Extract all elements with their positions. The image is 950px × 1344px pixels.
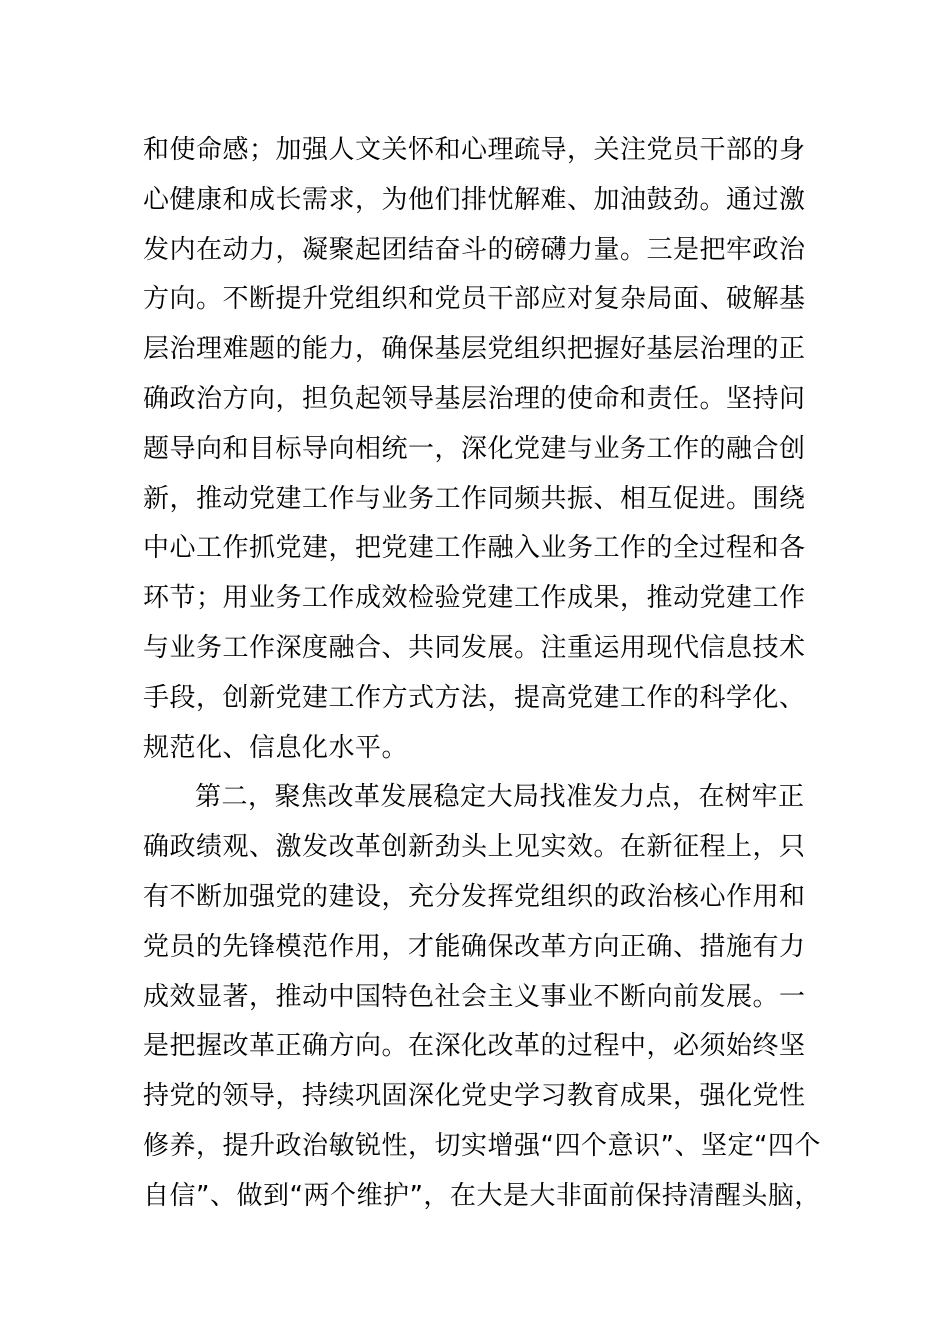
text-line: 成效显著，推动中国特色社会主义事业不断向前发展。一 xyxy=(143,981,806,1012)
text-line: 是把握改革正确方向。在深化改革的过程中，必须始终坚 xyxy=(143,1031,806,1062)
text-line: 和使命感；加强人文关怀和心理疏导，关注党员干部的身 xyxy=(143,135,806,165)
text-line: 规范化、信息化水平。 xyxy=(143,732,409,763)
text-line: 党员的先锋模范作用，才能确保改革方向正确、措施有力 xyxy=(143,931,806,962)
text-line: 心健康和成长需求，为他们排忧解难、加油鼓劲。通过激 xyxy=(143,184,806,215)
text-line: 发内在动力，凝聚起团结奋斗的磅礴力量。三是把牢政治 xyxy=(143,234,806,265)
text-line: 确政治方向，担负起领导基层治理的使命和责任。坚持问 xyxy=(143,383,806,414)
text-line: 新，推动党建工作与业务工作同频共振、相互促进。围绕 xyxy=(143,483,806,514)
body-text xyxy=(143,126,821,1222)
text-line: 有不断加强党的建设，充分发挥党组织的政治核心作用和 xyxy=(143,881,806,912)
text-line: 确政绩观、激发改革创新劲头上见实效。在新征程上，只 xyxy=(143,832,806,863)
text-line: 手段，创新党建工作方式方法，提高党建工作的科学化、 xyxy=(143,682,806,713)
paragraph-start-line: 第二，聚焦改革发展稳定大局找准发力点，在树牢正 xyxy=(195,782,805,813)
text-line: 持党的领导，持续巩固深化党史学习教育成果，强化党性 xyxy=(143,1081,806,1112)
text-line: 与业务工作深度融合、共同发展。注重运用现代信息技术 xyxy=(143,632,806,663)
text-line: 中心工作抓党建，把党建工作融入业务工作的全过程和各 xyxy=(143,533,806,564)
text-line: 层治理难题的能力，确保基层党组织把握好基层治理的正 xyxy=(143,334,806,365)
text-line: 方向。不断提升党组织和党员干部应对复杂局面、破解基 xyxy=(143,284,806,315)
text-line: 题导向和目标导向相统一，深化党建与业务工作的融合创 xyxy=(143,433,806,464)
text-line: 修养，提升政治敏锐性，切实增强“四个意识”、坚定“四个 xyxy=(143,1130,821,1161)
text-line: 环节；用业务工作成效检验党建工作成果，推动党建工作 xyxy=(143,583,806,614)
text-line: 自信”、做到“两个维护”，在大是大非面前保持清醒头脑， xyxy=(143,1180,821,1211)
